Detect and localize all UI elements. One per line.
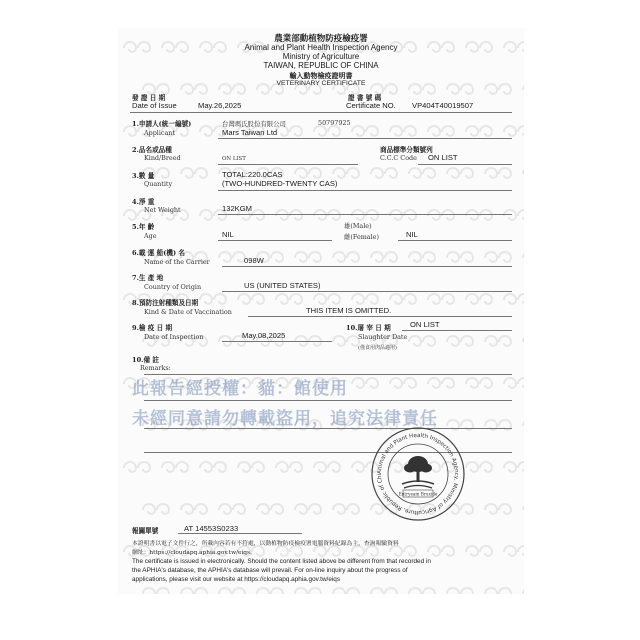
certificate-title-zh: 輸入動物檢疫證明書 [289,71,353,80]
agency-name-en: Animal and Plant Health Inspection Agency [244,43,398,52]
background-swirl [390,546,416,556]
background-swirl [504,462,524,472]
background-swirl [238,294,264,304]
background-swirl [143,588,169,594]
carrier-label-zh: 6.載 運 船(機) 名 [132,249,185,257]
background-swirl [219,588,245,594]
quantity-value-words: (TWO-HUNDRED-TWENTY CAS) [222,179,338,188]
background-swirl [352,546,378,556]
background-swirl [523,168,524,178]
certificate-no-value: VP404T40019507 [412,101,474,110]
footer-note-zh-2: 網址：https://cloudapq.aphia.gov.tw/eiqs。 [132,550,256,556]
weight-underline [218,214,512,215]
background-swirl [276,546,302,556]
carrier-label: Name of the Carrier [144,258,210,266]
quantity-value-total: TOTAL:220.0CAS [222,170,283,179]
background-swirl [523,252,524,262]
background-swirl [352,126,378,136]
watermark-line-2: 未經同意請勿轉載盜用，追究法律責任 [132,409,438,429]
date-of-issue-label: Date of Issue [132,101,177,110]
ccc-value: ON LIST [428,153,458,162]
background-swirl [504,294,524,304]
origin-value: US (UNITED STATES) [244,281,321,290]
background-swirl [466,462,492,472]
date-of-issue-value: May.26,2025 [198,101,242,110]
background-swirl [523,504,524,514]
footer-note-en-3: applications, please visit our website at https://cloudapq.aphia.gov.tw/eiqs [132,576,341,583]
agency-name-zh: 農業部動植物防疫檢疫署 [274,34,368,44]
background-swirl [466,378,492,388]
origin-underline [222,291,512,292]
age-underline [218,240,332,241]
background-swirl [162,462,188,472]
background-swirl [428,126,454,136]
customs-number-label-zh: 報關單號 [132,527,159,535]
ministry-name: Ministry of Agriculture [282,52,360,61]
background-swirl [257,588,283,594]
slaughter-underline [402,330,512,331]
slaughter-label-zh: 10.屠 宰 日 期 [346,324,391,332]
origin-label-zh: 7.生 產 地 [132,274,164,282]
inspection-value: May.08,2025 [242,331,286,340]
background-swirl [143,504,169,514]
quantity-underline [218,190,512,191]
applicant-id: 50797925 [318,119,351,127]
seal-ring-text: Animal and Plant Health Inspection Agency, Ministry of Agriculture, Republic of Chi [376,432,460,516]
background-swirl [523,588,524,594]
background-swirl [504,546,524,556]
background-swirl [219,504,245,514]
issue-underline [130,112,512,113]
vaccination-value: THIS ITEM IS OMITTED. [306,306,392,315]
background-swirl [485,504,511,514]
background-swirl [314,294,340,304]
background-swirl [333,252,359,262]
applicant-name-value: Mars Taiwan Ltd [222,128,278,137]
applicant-label-zh: 1.申請人(統一編號) [132,120,192,128]
background-swirl [485,336,511,346]
seal-center-text: Entryeam Bruxide [398,491,438,497]
background-swirl [295,252,321,262]
background-swirl [428,294,454,304]
slaughter-note: (僅食用肉品適用) [358,345,397,351]
applicant-label: Applicant [144,129,175,137]
female-label: 雌(Female) [344,233,379,241]
background-swirl [371,168,397,178]
seal-tree-icon [402,456,434,488]
background-swirl [428,546,454,556]
certificate-title-en: VETERINARY CERTIFICATE [276,80,366,87]
slaughter-value: ON LIST [410,320,440,329]
footer-note-en-2: the APHIA's database, the APHIA's database will prevail. For on-line inquiry about the progress of [132,567,408,574]
background-swirl [238,462,264,472]
background-swirl [485,168,511,178]
kind-underline [218,164,358,165]
quantity-label: Quantity [144,180,173,188]
ccc-underline [418,164,512,165]
footer-note-en-1: The certificate is issued in electronically. Should the content listed above be different from that recorded in [132,558,431,565]
weight-value: 132KGM [222,204,252,213]
background-swirl [409,252,435,262]
customs-underline [178,533,302,534]
customs-number-value: AT 14553S0233 [184,524,239,533]
sex-value: NIL [406,230,418,239]
background-swirl [523,336,524,346]
background-swirl [390,294,416,304]
quantity-label-zh: 3.數 量 [132,172,155,180]
background-swirl [333,336,359,346]
weight-label: Net Weight [144,206,181,214]
background-swirl [124,462,150,472]
background-swirl [295,168,321,178]
age-value: NIL [222,230,234,239]
background-swirl [295,588,321,594]
remarks-label-zh: 10.備 註 [132,356,159,364]
kind-label: Kind/Breed [144,154,181,162]
background-swirl [428,378,454,388]
background-swirl [200,294,226,304]
background-swirl [523,420,524,430]
background-swirl [181,588,207,594]
slaughter-label: Slaughter Date [358,333,408,341]
applicant-underline [218,138,512,139]
applicant-name-zh: 台灣瑪氏股份有限公司 [222,120,286,128]
inspection-label-zh: 9.檢 疫 日 期 [132,324,173,332]
footer-note-zh-1: 本證明書以電子文件行之，所載內容若有不符處，以動植物防疫檢疫署電腦資料紀錄為主，查詢報驗資料 [132,541,399,547]
background-swirl [504,126,524,136]
background-swirl [485,588,511,594]
background-swirl [181,504,207,514]
certificate-no-label-zh: 證 書 號 碼 [348,94,382,102]
age-label-zh: 5.年 齡 [132,223,155,231]
background-swirl [504,378,524,388]
origin-label: Country of Origin [144,283,202,291]
background-swirl [276,462,302,472]
background-swirl [466,294,492,304]
background-swirl [390,378,416,388]
carrier-underline [222,266,512,267]
vaccination-underline [248,316,512,317]
background-swirl [409,336,435,346]
background-swirl [466,546,492,556]
background-swirl [466,126,492,136]
ccc-label-zh: 商品標準分類號列 [380,146,433,154]
background-swirl [314,462,340,472]
watermark-line-1: 此報告經授權：貓：館使用 [132,379,348,399]
age-label: Age [144,232,157,240]
inspection-label: Date of Inspection [144,333,204,341]
background-swirl [447,588,473,594]
background-swirl [181,168,207,178]
background-swirl [333,504,359,514]
remarks-line-2 [144,400,512,401]
background-swirl [219,252,245,262]
background-swirl [352,294,378,304]
kind-label-zh: 2.品名或品種 [132,146,172,154]
sex-underline [398,240,512,241]
background-swirl [276,294,302,304]
date-of-issue-label-zh: 發 證 日 期 [132,94,166,102]
background-swirl [314,546,340,556]
background-swirl [314,126,340,136]
weight-label-zh: 4.淨 重 [132,198,155,206]
background-swirl [352,378,378,388]
ccc-label: C.C.C Code [380,154,417,162]
agency-seal [370,426,466,522]
inspection-underline [222,341,332,342]
kind-value: ON LIST [222,156,246,162]
background-swirl [333,168,359,178]
background-swirl [200,462,226,472]
certificate-no-label: Certificate NO. [346,101,396,110]
country-name: TAIWAN, REPUBLIC OF CHINA [263,61,379,70]
background-swirl [390,126,416,136]
background-swirl [257,504,283,514]
background-swirl [485,252,511,262]
remarks-label: Remarks: [140,364,171,372]
background-swirl [447,168,473,178]
background-swirl [371,252,397,262]
male-label: 雄(Male) [344,222,372,230]
background-swirl [333,588,359,594]
certificate-page [118,28,524,594]
background-swirl [409,168,435,178]
background-swirl [447,336,473,346]
background-swirl [371,588,397,594]
background-swirl [447,252,473,262]
carrier-value: 098W [244,256,264,265]
vaccination-label: Kind & Date of Vaccination [144,308,232,316]
background-swirl [409,588,435,594]
background-swirl [295,504,321,514]
vaccination-label-zh: 8.預防注射種類及日期 [132,299,199,307]
